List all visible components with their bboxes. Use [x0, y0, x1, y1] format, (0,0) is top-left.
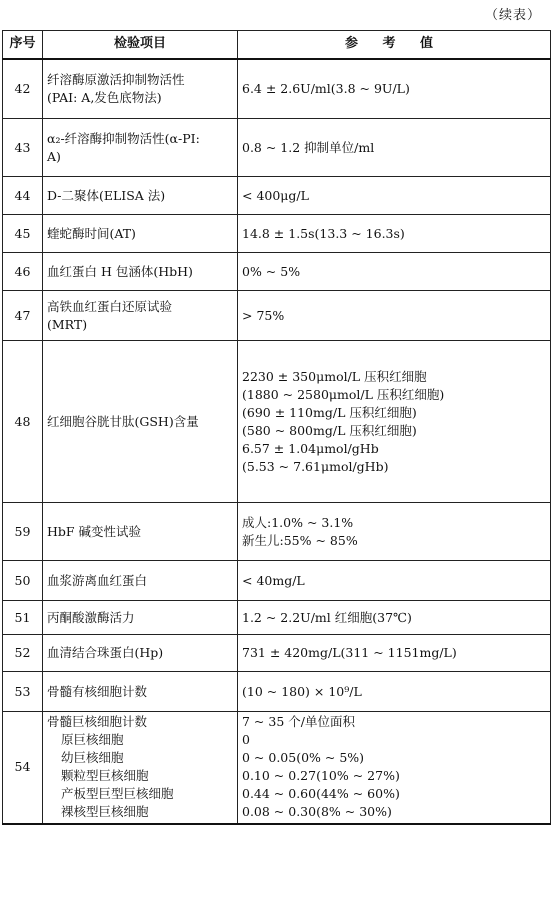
test-item-text: 血红蛋白 H 包涵体(HbH)	[47, 263, 193, 279]
table-row	[3, 59, 551, 119]
row-number: 59	[3, 503, 43, 561]
reference-value	[238, 341, 551, 503]
test-item	[43, 601, 238, 635]
test-item-text: 骨髓巨核细胞计数	[47, 714, 148, 730]
reference-value-text: 6.4 ± 2.6U/ml(3.8 ~ 9U/L)	[242, 80, 410, 96]
table-row	[3, 672, 551, 712]
reference-value	[238, 253, 551, 291]
row-number: 46	[3, 253, 43, 291]
reference-value-text: 1.2 ~ 2.2U/ml 红细胞(37℃)	[242, 609, 412, 625]
test-item	[43, 253, 238, 291]
row-number: 45	[3, 215, 43, 253]
reference-values-table	[2, 30, 551, 825]
table-row	[3, 503, 551, 561]
table-row	[3, 291, 551, 341]
reference-value-text: 0% ~ 5%	[242, 263, 301, 279]
table-row	[3, 712, 551, 824]
reference-value-text: 成人:1.0% ~ 3.1%	[242, 514, 354, 530]
reference-value	[238, 177, 551, 215]
row-number: 42	[3, 59, 43, 119]
test-item	[43, 503, 238, 561]
test-subitem-text: 幼巨核细胞	[61, 750, 124, 766]
reference-value-text: (580 ~ 800mg/L 压积红细胞)	[242, 422, 417, 438]
reference-value-text: 14.8 ± 1.5s(13.3 ~ 16.3s)	[242, 225, 405, 241]
row-number: 50	[3, 561, 43, 601]
reference-value-text: 0.10 ~ 0.27(10% ~ 27%)	[242, 768, 400, 784]
test-item	[43, 177, 238, 215]
reference-value	[238, 712, 551, 824]
test-item-text: (MRT)	[47, 316, 88, 332]
table-body	[3, 59, 551, 824]
header-ref: 参 考 值	[238, 31, 551, 59]
reference-value-text: 0.44 ~ 0.60(44% ~ 60%)	[242, 786, 400, 802]
continued-label: （续表）	[484, 8, 541, 23]
test-item-text: D-二聚体(ELISA 法)	[47, 187, 166, 203]
reference-value	[238, 672, 551, 712]
test-item	[43, 341, 238, 503]
table-row	[3, 341, 551, 503]
table-row	[3, 177, 551, 215]
test-item	[43, 635, 238, 672]
test-subitem-text: 原巨核细胞	[61, 732, 124, 748]
reference-value-text: (1880 ~ 2580μmol/L 压积红细胞)	[242, 386, 445, 402]
reference-value-text: < 40mg/L	[242, 572, 305, 588]
test-item-text: 纤溶酶原激活抑制物活性	[47, 71, 185, 87]
reference-value-text: 0	[242, 732, 250, 748]
table-row	[3, 561, 551, 601]
row-number: 52	[3, 635, 43, 672]
reference-value-text: 6.57 ± 1.04μmol/gHb	[242, 440, 379, 456]
test-item	[43, 119, 238, 177]
table-row	[3, 253, 551, 291]
test-item-text: (PAI: A,发色底物法)	[47, 89, 162, 105]
table-row	[3, 215, 551, 253]
test-item	[43, 291, 238, 341]
table-header-row	[3, 31, 551, 59]
table-row	[3, 119, 551, 177]
reference-value	[238, 503, 551, 561]
reference-value	[238, 291, 551, 341]
reference-value-text: < 400μg/L	[242, 187, 309, 203]
test-item	[43, 672, 238, 712]
row-number: 54	[3, 712, 43, 824]
reference-value-text: 7 ~ 35 个/单位面积	[242, 714, 355, 730]
test-item	[43, 215, 238, 253]
reference-value-text: (5.53 ~ 7.61μmol/gHb)	[242, 458, 389, 474]
reference-value-text: (690 ± 110mg/L 压积红细胞)	[242, 404, 417, 420]
test-subitem-text: 颗粒型巨核细胞	[61, 768, 149, 784]
header-item: 检验项目	[43, 31, 238, 59]
table-row	[3, 635, 551, 672]
test-item	[43, 712, 238, 824]
test-item-text: HbF 碱变性试验	[47, 523, 142, 539]
reference-value-text: 0.8 ~ 1.2 抑制单位/ml	[242, 139, 375, 155]
reference-value	[238, 635, 551, 672]
test-item-text: 蝰蛇酶时间(AT)	[47, 225, 136, 241]
table-row	[3, 601, 551, 635]
test-subitem-text: 裸核型巨核细胞	[61, 804, 149, 820]
row-number: 51	[3, 601, 43, 635]
reference-value	[238, 119, 551, 177]
header-no: 序号	[3, 31, 43, 59]
reference-value-text: 新生儿:55% ~ 85%	[242, 532, 358, 548]
row-number: 47	[3, 291, 43, 341]
row-number: 44	[3, 177, 43, 215]
reference-value	[238, 215, 551, 253]
reference-value	[238, 59, 551, 119]
reference-value-text: 2230 ± 350μmol/L 压积红细胞	[242, 368, 427, 384]
reference-value	[238, 601, 551, 635]
row-number: 43	[3, 119, 43, 177]
reference-value-text: 0.08 ~ 0.30(8% ~ 30%)	[242, 804, 392, 820]
test-item-text: α₂-纤溶酶抑制物活性(α-PI:	[47, 130, 200, 146]
reference-value-text: 731 ± 420mg/L(311 ~ 1151mg/L)	[242, 645, 457, 660]
test-item-text: 丙酮酸激酶活力	[47, 609, 135, 625]
test-item-text: A)	[47, 148, 61, 164]
test-item	[43, 561, 238, 601]
test-item-text: 高铁血红蛋白还原试验	[47, 298, 173, 314]
test-subitem-text: 产板型巨型巨核细胞	[61, 786, 174, 802]
test-item-text: 血浆游离血红蛋白	[47, 572, 148, 588]
reference-value	[238, 561, 551, 601]
test-item-text: 红细胞谷胱甘肽(GSH)含量	[47, 413, 199, 429]
test-item	[43, 59, 238, 119]
row-number: 48	[3, 341, 43, 503]
row-number: 53	[3, 672, 43, 712]
reference-value-text: (10 ~ 180) × 10⁹/L	[242, 683, 362, 699]
test-item-text: 血清结合珠蛋白(Hp)	[47, 645, 164, 660]
reference-value-text: > 75%	[242, 307, 285, 323]
test-item-text: 骨髓有核细胞计数	[47, 683, 148, 699]
reference-value-text: 0 ~ 0.05(0% ~ 5%)	[242, 750, 365, 766]
